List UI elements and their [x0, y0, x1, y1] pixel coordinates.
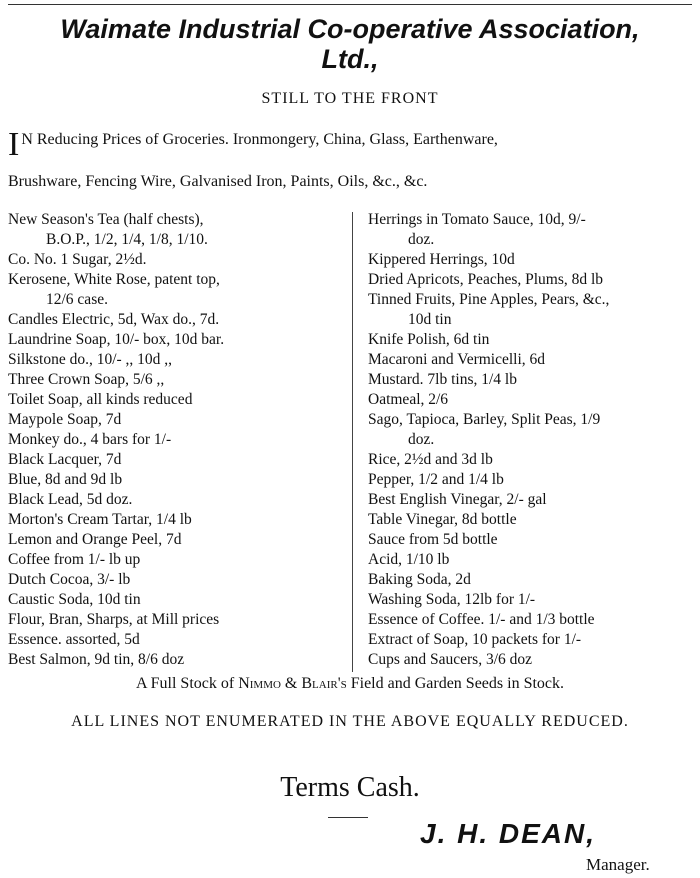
list-item: [368, 630, 698, 650]
right-price-list: [368, 210, 698, 670]
intro-paragraph: [8, 126, 698, 163]
item-continuation: 10d tin: [408, 311, 452, 328]
list-item: [368, 450, 698, 470]
item-text: Baking Soda, 2d: [368, 571, 471, 588]
item-text: Macaroni and Vermicelli, 6d: [368, 351, 546, 368]
item-text: Silkstone do., 10/- ,, 10d ,,: [8, 351, 173, 368]
list-item: [8, 350, 348, 370]
signature-role: Manager.: [586, 855, 650, 874]
item-text: Monkey do., 4 bars for 1/-: [8, 431, 172, 448]
item-continuation: B.O.P., 1/2, 1/4, 1/8, 1/10.: [46, 231, 208, 248]
item-text: Rice, 2½d and 3d lb: [368, 451, 493, 468]
page-title-line2: Ltd.,: [321, 44, 379, 74]
list-item: [8, 270, 348, 310]
list-item: [368, 470, 698, 490]
item-text: Flour, Bran, Sharps, at Mill prices: [8, 611, 220, 628]
list-item: [8, 570, 348, 590]
list-item: [368, 330, 698, 350]
list-item: [8, 530, 348, 550]
list-item: [368, 510, 698, 530]
item-text: Laundrine Soap, 10/- box, 10d bar.: [8, 331, 225, 348]
list-item: [368, 590, 698, 610]
item-text: Essence of Coffee. 1/- and 1/3 bottle: [368, 611, 595, 628]
list-item: [8, 590, 348, 610]
list-item: [8, 550, 348, 570]
list-item: [368, 530, 698, 550]
all-lines-notice: ALL LINES NOT ENUMERATED IN THE ABOVE EQUALLY REDUCED.: [71, 713, 629, 730]
item-text: Co. No. 1 Sugar, 2½d.: [8, 251, 147, 268]
item-text: Coffee from 1/- lb up: [8, 551, 141, 568]
list-item: [368, 350, 698, 370]
item-text: Sauce from 5d bottle: [368, 531, 498, 548]
short-rule: [328, 817, 368, 818]
list-item: [368, 290, 698, 330]
item-text: Lemon and Orange Peel, 7d: [8, 531, 182, 548]
item-text: Blue, 8d and 9d lb: [8, 471, 123, 488]
signature-name: J. H. DEAN,: [420, 818, 597, 849]
list-item: [8, 450, 348, 470]
item-text: Dried Apricots, Peaches, Plums, 8d lb: [368, 271, 604, 288]
item-text: New Season's Tea (half chests),: [8, 211, 204, 228]
seeds-text-pre: A Full Stock of: [135, 675, 239, 692]
list-item: [8, 650, 348, 670]
item-text: Best English Vinegar, 2/- gal: [368, 491, 547, 508]
list-item: [368, 570, 698, 590]
list-item: [8, 390, 348, 410]
item-text: Caustic Soda, 10d tin: [8, 591, 141, 608]
item-text: Dutch Cocoa, 3/- lb: [8, 571, 131, 588]
intro-line-1: N Reducing Prices of Groceries. Ironmongery, China, Glass, Earthenware,: [21, 131, 498, 148]
item-continuation: doz.: [408, 431, 435, 448]
list-item: [8, 210, 348, 250]
list-item: [8, 470, 348, 490]
list-item: [8, 410, 348, 430]
item-text: Maypole Soap, 7d: [8, 411, 122, 428]
item-text: Kippered Herrings, 10d: [368, 251, 515, 268]
item-text: Three Crown Soap, 5/6 ,,: [8, 371, 165, 388]
list-item: [368, 550, 698, 570]
seeds-text-post: Field and Garden Seeds in Stock.: [346, 675, 565, 692]
item-text: Black Lead, 5d doz.: [8, 491, 133, 508]
list-item: [8, 630, 348, 650]
list-item: [368, 650, 698, 670]
list-item: [368, 610, 698, 630]
subtitle: STILL TO THE FRONT: [261, 90, 439, 107]
item-continuation: doz.: [408, 231, 435, 248]
item-text: Pepper, 1/2 and 1/4 lb: [368, 471, 504, 488]
terms-cash: Terms Cash.: [280, 772, 420, 803]
list-item: [368, 410, 698, 450]
list-item: [8, 330, 348, 350]
list-item: [8, 370, 348, 390]
list-item: [368, 270, 698, 290]
item-text: Sago, Tapioca, Barley, Split Peas, 1/9: [368, 411, 601, 428]
page-title: Waimate Industrial Co-operative Association,: [60, 14, 640, 44]
list-item: [8, 510, 348, 530]
left-price-list: [8, 210, 348, 670]
item-continuation: 12/6 case.: [46, 291, 108, 308]
list-item: [8, 310, 348, 330]
list-item: [368, 250, 698, 270]
item-text: Table Vinegar, 8d bottle: [368, 511, 517, 528]
seeds-notice: [0, 675, 700, 693]
item-text: Essence. assorted, 5d: [8, 631, 140, 648]
top-rule: [8, 4, 692, 5]
item-text: Tinned Fruits, Pine Apples, Pears, &c.,: [368, 291, 610, 308]
list-item: [368, 490, 698, 510]
intro-line-2: Brushware, Fencing Wire, Galvanised Iron, Paints, Oils, &c., &c.: [8, 173, 428, 190]
list-item: [368, 210, 698, 250]
item-text: Toilet Soap, all kinds reduced: [8, 391, 193, 408]
item-text: Best Salmon, 9d tin, 8/6 doz: [8, 651, 185, 668]
list-item: [368, 390, 698, 410]
item-text: Extract of Soap, 10 packets for 1/-: [368, 631, 582, 648]
column-divider: [352, 212, 353, 672]
item-text: Oatmeal, 2/6: [368, 391, 449, 408]
item-text: Morton's Cream Tartar, 1/4 lb: [8, 511, 192, 528]
item-text: Herrings in Tomato Sauce, 10d, 9/-: [368, 211, 586, 228]
drop-cap: I: [8, 126, 20, 163]
item-text: Kerosene, White Rose, patent top,: [8, 271, 220, 288]
list-item: [8, 430, 348, 450]
list-item: [8, 610, 348, 630]
item-text: Cups and Saucers, 3/6 doz: [368, 651, 533, 668]
item-text: Candles Electric, 5d, Wax do., 7d.: [8, 311, 220, 328]
item-text: Knife Polish, 6d tin: [368, 331, 490, 348]
item-text: Black Lacquer, 7d: [8, 451, 122, 468]
list-item: [8, 250, 348, 270]
item-text: Washing Soda, 12lb for 1/-: [368, 591, 536, 608]
list-item: [368, 370, 698, 390]
list-item: [8, 490, 348, 510]
item-text: Acid, 1/10 lb: [368, 551, 450, 568]
seeds-brand: Nimmo & Blair's: [238, 675, 347, 692]
item-text: Mustard. 7lb tins, 1/4 lb: [368, 371, 517, 388]
